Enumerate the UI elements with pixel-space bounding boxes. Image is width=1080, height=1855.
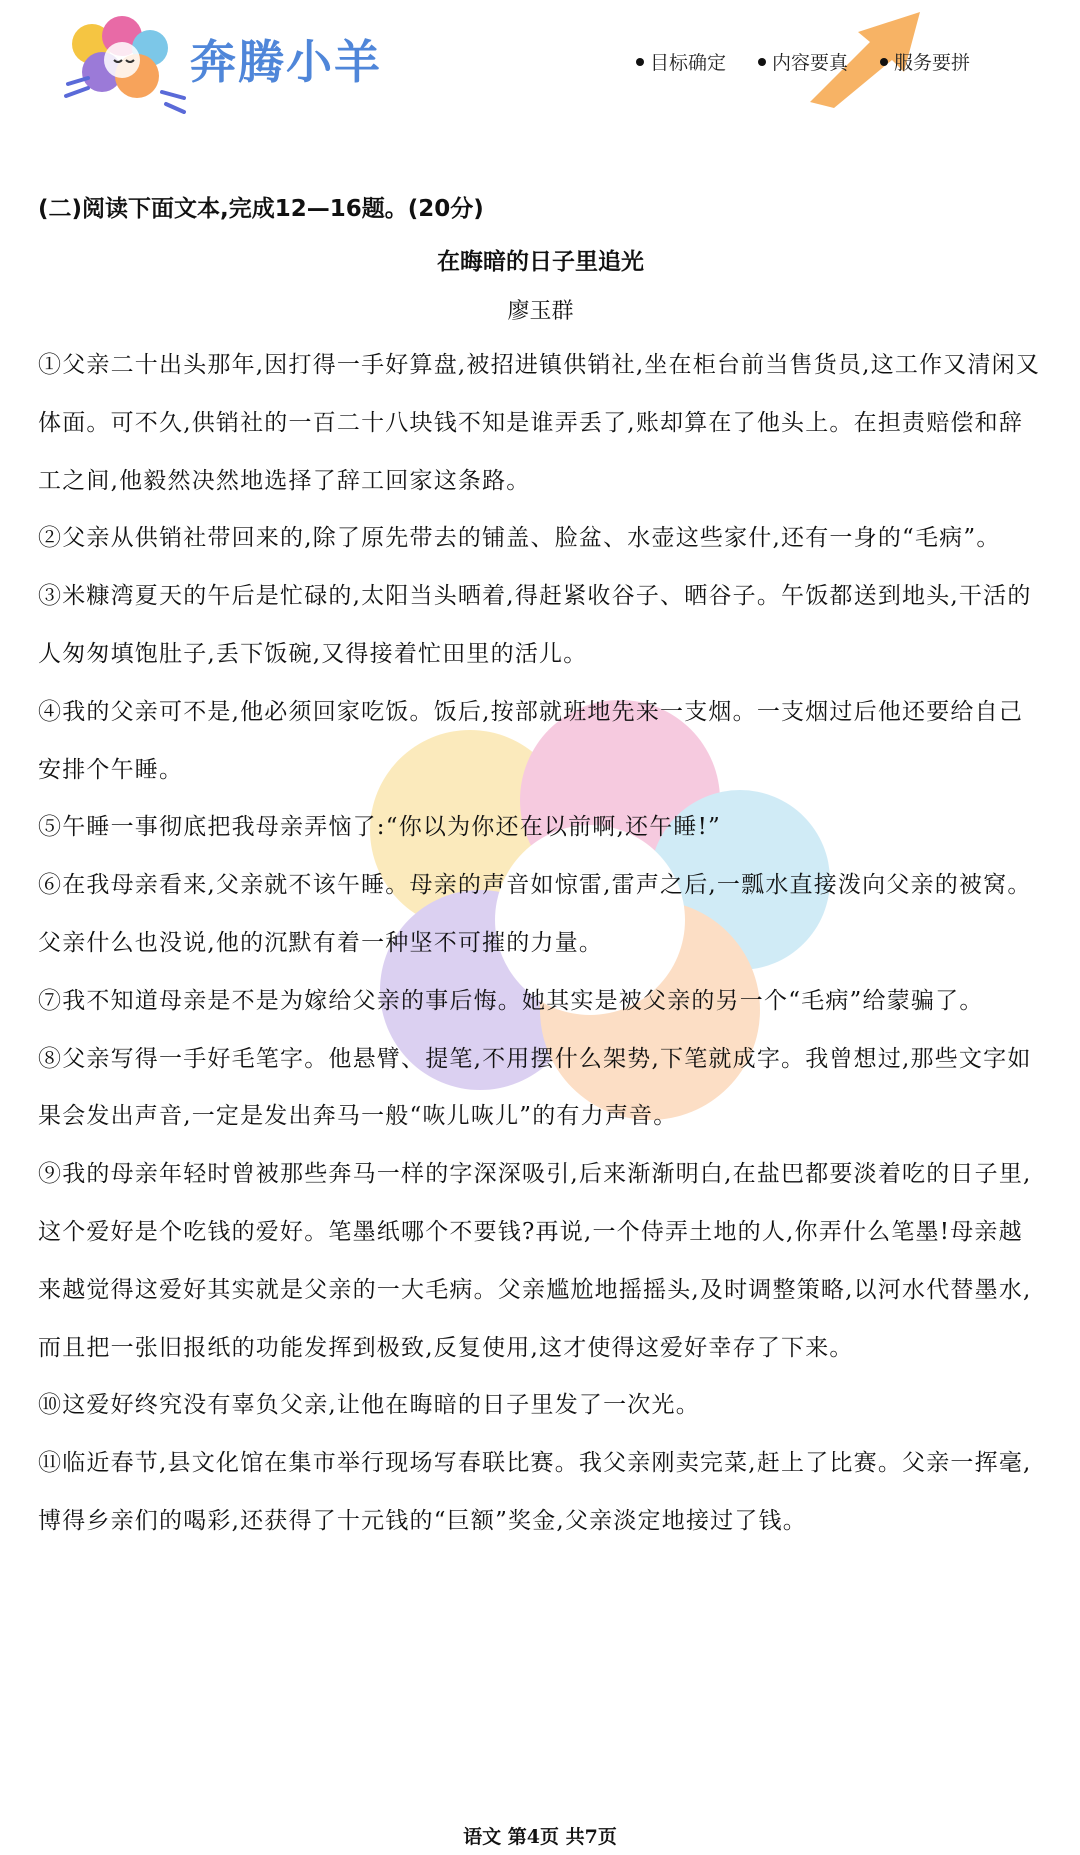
page-header xyxy=(0,0,1080,130)
nav-item-content: 内容要真 xyxy=(758,48,848,75)
paragraph-4: ④我的父亲可不是,他必须回家吃饭。饭后,按部就班地先来一支烟。一支烟过后他还要给自己安排个午睡。 xyxy=(38,698,1024,783)
paragraph-1: ①父亲二十出头那年,因打得一手好算盘,被招进镇供销社,坐在柜台前当售货员,这工作又清闲又体面。可不久,供销社的一百二十八块钱不知是谁弄丢了,账却算在了他头上。在担责赔偿和辞工之间,他毅然决然地选择了辞工回家这条路。 xyxy=(38,352,1041,494)
bullet-icon xyxy=(758,58,766,66)
paragraph-11: ⑪临近春节,县文化馆在集市举行现场写春联比赛。我父亲刚卖完菜,赶上了比赛。父亲一挥毫,博得乡亲们的喝彩,还获得了十元钱的“巨额”奖金,父亲淡定地接过了钱。 xyxy=(38,1450,1032,1534)
bullet-icon xyxy=(636,58,644,66)
sheep-logo-icon xyxy=(62,14,192,114)
paragraph-2: ②父亲从供销社带回来的,除了原先带去的铺盖、脸盆、水壶这些家什,还有一身的“毛病”。 xyxy=(38,525,1001,552)
paragraph-5: ⑤午睡一事彻底把我母亲弄恼了:“你以为你还在以前啊,还午睡!” xyxy=(38,814,722,841)
document-body xyxy=(38,190,1043,1551)
bullet-icon xyxy=(880,58,888,66)
article-title: 在晦暗的日子里追光 xyxy=(437,249,644,275)
paragraph-3: ③米糠湾夏天的午后是忙碌的,太阳当头晒着,得赶紧收谷子、晒谷子。午饭都送到地头,干活的人匆匆填饱肚子,丢下饭碗,又得接着忙田里的活儿。 xyxy=(38,583,1032,667)
page-footer: 语文 第4页 共7页 xyxy=(463,1826,617,1848)
paragraph-7: ⑦我不知道母亲是不是为嫁给父亲的事后悔。她其实是被父亲的另一个“毛病”给蒙骗了。 xyxy=(38,987,984,1014)
header-nav xyxy=(636,48,970,75)
article-author: 廖玉群 xyxy=(507,299,574,324)
brand-name: 奔腾小羊 xyxy=(190,35,382,89)
paragraph-8: ⑧父亲写得一手好毛笔字。他悬臂、提笔,不用摆什么架势,下笔就成字。我曾想过,那些文字如果会发出声音,一定是发出奔马一般“咴儿咴儿”的有力声音。 xyxy=(38,1045,1032,1130)
paragraph-9: ⑨我的母亲年轻时曾被那些奔马一样的字深深吸引,后来渐渐明白,在盐巴都要淡着吃的日子里,这个爱好是个吃钱的爱好。笔墨纸哪个不要钱?再说,一个侍弄土地的人,你弄什么笔墨!母亲越来越觉得这爱好其实就是父亲的一大毛病。父亲尴尬地摇摇头,及时调整策略,以河水代替墨水,而且把一张旧报纸的功能发挥到极致,反复使用,这才使得这爱好幸存了下来。 xyxy=(38,1161,1032,1361)
paragraph-6: ⑥在我母亲看来,父亲就不该午睡。母亲的声音如惊雷,雷声之后,一瓢水直接泼向父亲的被窝。父亲什么也没说,他的沉默有着一种坚不可摧的力量。 xyxy=(38,872,1032,956)
section-title: (二)阅读下面文本,完成12—16题。(20分) xyxy=(38,196,484,222)
paragraph-10: ⑩这爱好终究没有辜负父亲,让他在晦暗的日子里发了一次光。 xyxy=(38,1392,700,1419)
nav-item-goal: 目标确定 xyxy=(636,48,726,75)
nav-item-service: 服务要拼 xyxy=(880,48,970,75)
